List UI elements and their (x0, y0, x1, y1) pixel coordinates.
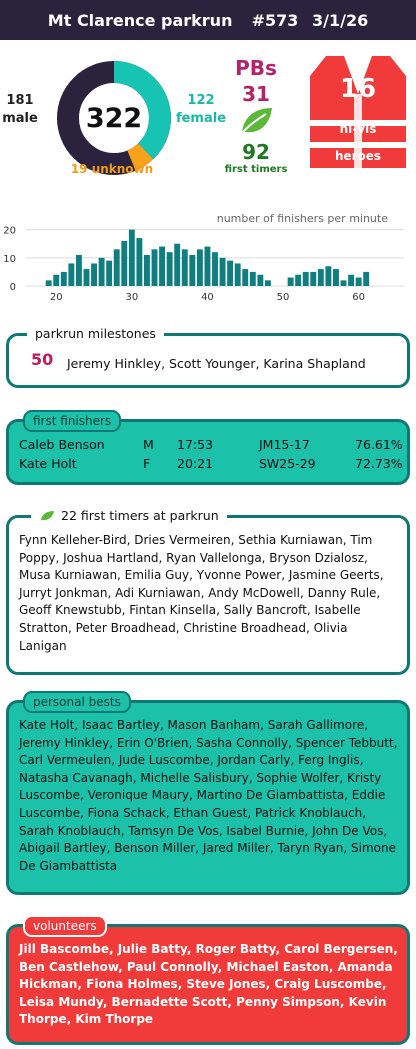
histogram-bar (189, 255, 195, 286)
x-tick-label: 50 (276, 292, 290, 303)
x-tick-label: 40 (201, 292, 214, 303)
histogram-bar (106, 261, 112, 286)
histogram-bar (333, 269, 339, 286)
first-timers-names: Fynn Kelleher-Bird, Dries Vermeiren, Sethia Kurniawan, Tim Poppy, Joshua Hartland, Ryan Vallelonga, Bryson Dzialosz, Musa Kurniawan, Emilia Guy, Yvonne Power, Jasmine Geerts, Jurryt Jonkman, Adi Kurniawan, Andy McDowell, Danny Rule, Geoff Knewstubb, Fintan Kinsella, Sally Bancroft, Isabelle Stratton, Peter Broadhead, Christine Broadhead, Olivia Lanigan (19, 533, 384, 653)
milestone-number: 50 (31, 350, 54, 369)
female-stat (172, 92, 230, 128)
finisher-category: SW25-29 (259, 456, 316, 471)
histogram-bar (242, 269, 248, 286)
finishers-per-minute-chart (0, 200, 416, 310)
histogram-bar (114, 249, 120, 286)
female-label: female (175, 111, 227, 126)
histogram-bar (152, 249, 158, 286)
hivis-count: 16 (339, 74, 377, 104)
total-finishers: 322 (85, 102, 143, 134)
volunteers-label: volunteers (23, 915, 107, 937)
finisher-category: JM15-17 (259, 437, 310, 452)
histogram-bar (227, 261, 233, 286)
histogram-bar (61, 272, 67, 286)
histogram-bar (212, 252, 218, 286)
x-tick-label: 60 (352, 292, 366, 303)
finisher-name: Kate Holt (19, 456, 77, 471)
histogram-bar (265, 280, 271, 286)
personal-bests-label: personal bests (23, 691, 131, 713)
histogram-bar (303, 272, 309, 286)
finisher-gender: F (143, 456, 151, 471)
histogram-bar (91, 263, 97, 286)
histogram-bar (68, 263, 74, 286)
histogram-bar (348, 275, 354, 286)
histogram-bar (174, 244, 180, 286)
histogram-bar (76, 255, 82, 286)
histogram-bar (235, 263, 241, 286)
milestones-section (6, 326, 410, 388)
milestones-label: parkrun milestones (27, 325, 164, 343)
histogram-bar (144, 255, 150, 286)
histogram-bar (220, 258, 226, 286)
female-count: 122 (187, 93, 215, 108)
male-label: male (2, 111, 38, 126)
finisher-time: 17:53 (177, 437, 214, 452)
first-finishers-label: first finishers (23, 410, 121, 432)
first-finishers-section (6, 414, 410, 485)
first-timers-count: 92 (242, 140, 270, 164)
finisher-gender: M (143, 437, 154, 452)
x-tick-label: 30 (125, 292, 139, 303)
milestone-names: Jeremy Hinkley, Scott Younger, Karina Shapland (67, 356, 366, 371)
hivis-label-2: heroes (334, 149, 382, 163)
y-tick-label: 0 (9, 282, 16, 293)
header-bar (0, 0, 416, 40)
histogram-bar (129, 230, 135, 286)
histogram-bar (310, 272, 316, 286)
event-name: Mt Clarence parkrun (47, 10, 233, 30)
y-tick-label: 10 (3, 253, 16, 265)
first-timers-title: 22 first timers at parkrun (61, 508, 219, 523)
histogram-bar (197, 249, 203, 286)
male-stat (0, 92, 40, 128)
volunteers-section (6, 919, 410, 1045)
histogram-bar (363, 272, 369, 286)
unknown-stat: 19 unknown (70, 162, 154, 176)
hivis-label-1: hi-vis (339, 122, 377, 136)
histogram-bar (53, 275, 59, 286)
leaf-icon (238, 104, 274, 136)
histogram-bar (204, 247, 210, 286)
male-count: 181 (6, 93, 34, 108)
chart-title: number of finishers per minute (216, 212, 388, 225)
histogram-bar (318, 269, 324, 286)
finisher-name: Caleb Benson (19, 437, 105, 452)
pbs-count: 31 (242, 82, 270, 106)
histogram-bar (121, 241, 127, 286)
histogram-bar (46, 280, 52, 286)
first-timers-header (31, 507, 227, 525)
histogram-bar (288, 278, 294, 286)
finisher-grade: 76.61% (355, 437, 403, 452)
table-row (19, 437, 415, 452)
histogram-bar (295, 275, 301, 286)
volunteers-names: Jill Bascombe, Julie Batty, Roger Batty, Carol Bergersen, Ben Castlehow, Paul Connolly, Michael Easton, Amanda Hickman, Fiona Holmes, Steve Jones, Craig Luscombe, Leisa Mundy, Bernadette Scott, Penny Simpson, Kevin Thorpe, Kim Thorpe (19, 942, 398, 1027)
histogram-bar (341, 280, 347, 286)
histogram-bar (325, 266, 331, 286)
histogram-bar (136, 238, 142, 286)
histogram-bar (84, 269, 90, 286)
personal-bests-names: Kate Holt, Isaac Bartley, Mason Banham, Sarah Gallimore, Jeremy Hinkley, Erin O'Brien, Sasha Connolly, Spencer Tebbutt, Carl Vermeulen, Jude Luscombe, Jordan Carly, Ferg Inglis, Natasha Cavanagh, Michelle Salisbury, Sophie Wolfer, Kristy Luscombe, Veronique Maury, Martino De Giambattista, Eddie Luscombe, Fiona Schack, Ethan Guest, Patrick Knoblauch, Sarah Knoblauch, Tamsyn De Vos, Isabel Burnie, John De Vos, Abigail Bartley, Benson Miller, Jared Miller, Taryn Ryan, Simone De Giambattista (19, 718, 398, 873)
histogram-bar (159, 247, 165, 286)
first-timers-section (6, 508, 410, 675)
personal-bests-section (6, 695, 410, 895)
first-timers-label: first timers (224, 164, 288, 175)
table-row (19, 456, 415, 471)
x-tick-label: 20 (49, 292, 63, 303)
event-number: #573 (251, 10, 299, 30)
leaf-icon (39, 510, 55, 522)
histogram-bar (356, 278, 362, 286)
histogram-bar (250, 272, 256, 286)
histogram-bar (257, 275, 263, 286)
pbs-title: PBs (235, 56, 277, 80)
histogram-bar (99, 258, 105, 286)
finisher-grade: 72.73% (355, 456, 403, 471)
event-date: 3/1/26 (311, 10, 369, 30)
histogram-bar (182, 249, 188, 286)
y-tick-label: 20 (3, 225, 16, 237)
finisher-time: 20:21 (177, 456, 214, 471)
histogram-bar (167, 252, 173, 286)
